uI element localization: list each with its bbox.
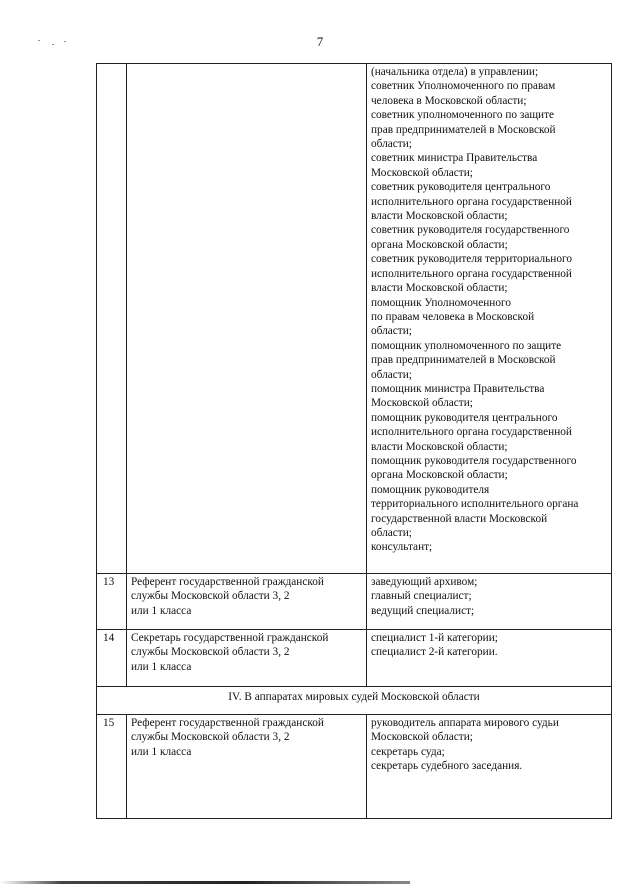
list-line: Московской области; [371, 397, 473, 410]
list-line: помощник уполномоченного по защите [371, 339, 562, 352]
position-line: или 1 класса [131, 745, 192, 758]
list-line: помощник министра Правительства [371, 382, 545, 395]
list-line: человека в Московской области; [371, 94, 527, 107]
position-line: службы Московской области 3, 2 [131, 646, 290, 659]
list-line: заведующий архивом; [371, 576, 478, 588]
position-cell [127, 64, 367, 574]
table-row-continued [97, 64, 612, 574]
positions-list-cell [367, 64, 612, 574]
list-line: органа Московской области; [371, 469, 508, 482]
section-heading-row [97, 687, 612, 715]
list-line: государственной власти Московской [371, 512, 548, 525]
list-line: консультант; [371, 541, 433, 554]
list-line: прав предпринимателей в Московской [371, 123, 556, 136]
list-line: помощник руководителя государственного [371, 454, 577, 467]
table-row-13 [97, 574, 612, 630]
list-line: области; [371, 325, 412, 338]
list-line: специалист 1-й категории; [371, 632, 498, 644]
positions-list-cell [367, 715, 612, 819]
list-line: исполнительного органа государственной [371, 426, 572, 439]
position-cell [127, 574, 367, 630]
position-line: или 1 класса [131, 660, 192, 673]
list-line: области; [371, 138, 412, 151]
positions-list-cell [367, 630, 612, 687]
row-number: 13 [97, 574, 127, 630]
list-line: секретарь суда; [371, 745, 445, 758]
positions-list-cell [367, 574, 612, 630]
scan-edge-line [0, 881, 410, 884]
list-line: власти Московской области; [371, 282, 508, 295]
table-row-15 [97, 715, 612, 819]
list-line: области; [371, 368, 412, 381]
row-number: 14 [97, 630, 127, 687]
list-line: советник руководителя территориального [371, 253, 572, 266]
list-line: ведущий специалист; [371, 604, 475, 617]
list-line: секретарь судебного заседания. [371, 760, 523, 773]
list-line: области; [371, 527, 412, 539]
position-line: Референт государственной гражданской [131, 576, 324, 588]
position-line: службы Московской области 3, 2 [131, 590, 290, 603]
list-line: помощник руководителя [371, 483, 490, 496]
list-line: территориального исполнительного органа [371, 498, 579, 511]
positions-table [96, 63, 612, 819]
list-line: Московской области; [371, 166, 473, 179]
position-cell [127, 630, 367, 687]
table-row-14 [97, 630, 612, 687]
list-line: Московской области; [371, 731, 473, 744]
list-line: советник руководителя государственного [371, 224, 570, 237]
number-cell [97, 64, 127, 574]
position-line: или 1 класса [131, 604, 192, 617]
position-cell [127, 715, 367, 819]
list-line: советник министра Правительства [371, 152, 538, 165]
list-line: исполнительного органа государственной [371, 195, 572, 208]
list-line: исполнительного органа государственной [371, 267, 572, 280]
list-line: по правам человека в Московской [371, 310, 535, 323]
position-line: Секретарь государственной гражданской [131, 632, 329, 644]
list-line: прав предпринимателей в Московской [371, 354, 556, 367]
list-line: (начальника отдела) в управлении; [371, 66, 539, 78]
page-number: 7 [316, 34, 324, 49]
scan-speck [52, 44, 54, 45]
list-line: главный специалист; [371, 590, 472, 603]
list-line: советник уполномоченного по защите [371, 109, 555, 122]
scan-speck [64, 41, 66, 42]
list-line: власти Московской области; [371, 440, 508, 453]
position-line: Референт государственной гражданской [131, 717, 324, 729]
list-line: помощник руководителя центрального [371, 411, 558, 424]
row-number: 15 [97, 715, 127, 819]
list-line: помощник Уполномоченного [371, 296, 511, 309]
list-line: органа Московской области; [371, 238, 508, 251]
list-line: руководитель аппарата мирового судьи [371, 717, 559, 729]
list-line: специалист 2-й категории. [371, 646, 498, 659]
list-line: советник Уполномоченного по правам [371, 80, 556, 93]
scan-speck [38, 40, 40, 41]
list-line: советник руководителя центрального [371, 181, 551, 194]
position-line: службы Московской области 3, 2 [131, 731, 290, 744]
list-line: власти Московской области; [371, 210, 508, 223]
section-heading: IV. В аппаратах мировых судей Московской области [97, 687, 612, 715]
